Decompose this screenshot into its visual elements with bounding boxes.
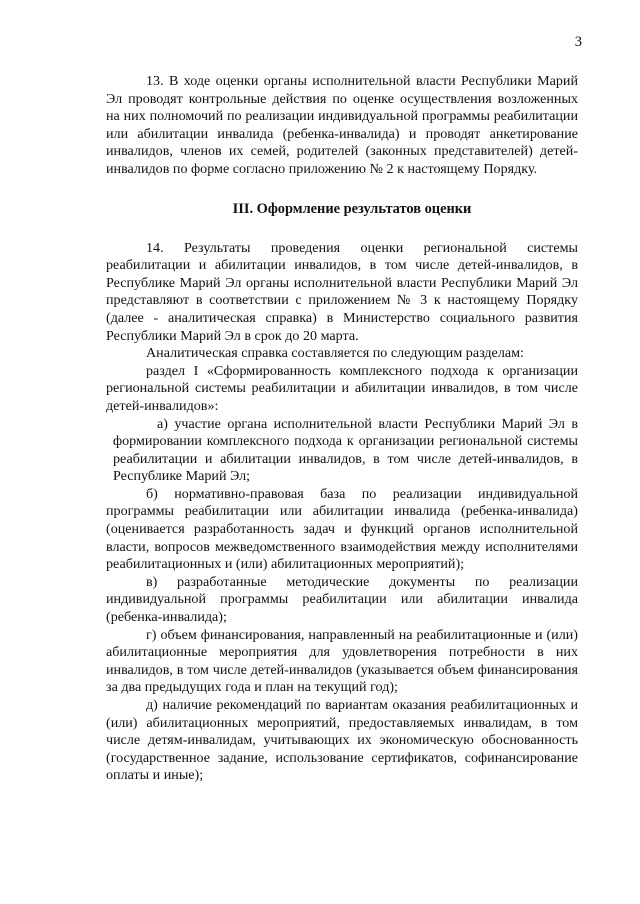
list-item-g: г) объем финансирования, направленный на реабилитационные и (или) абилитационные мероприятия для удовлетворения потребности в них инвалидов, в том числе детей-инвалидов (указывается объем финансирования за два предыдущих года и план на текущий год); <box>106 626 578 696</box>
list-item-v: в) разработанные методические документы по реализации индивидуальной программы реабилитации или абилитации инвалида (ребенка-инвалида); <box>106 573 578 626</box>
section-1-title: раздел I «Сформированность комплексного подхода к организации региональной системы реабилитации и абилитации инвалидов, в том числе детей-инвалидов»: <box>106 362 578 414</box>
paragraph-13: 13. В ходе оценки органы исполнительной власти Республики Марий Эл проводят контрольные действия по оценке осуществления возложенных на них полномочий по реализации индивидуальной программы реабилитации или абилитации инвалида (ребенка-инвалида) и проводят анкетирование инвалидов, членов их семей, родителей (законных представителей) детей-инвалидов по форме согласно приложению № 2 к настоящему Порядку. <box>106 73 578 177</box>
analytical-intro: Аналитическая справка составляется по следующим разделам: <box>146 345 524 362</box>
page-number: 3 <box>574 34 582 50</box>
list-item-b: б) нормативно-правовая база по реализации индивидуальной программы реабилитации или абилитации инвалида (ребенка-инвалида) (оценивается разработанность задач и функций органов исполнительной власти, вопросов межведомственного взаимодействия между исполнителями реабилитационных и (или) абилитационных мероприятий); <box>106 485 578 573</box>
list-item-a: а) участие органа исполнительной власти Республики Марий Эл в формировании комплексного подхода к организации региональной системы реабилитации и абилитации инвалидов, в том числе детей-инвалидов, в Республике Марий Эл; <box>113 415 578 485</box>
document-body <box>106 73 578 785</box>
paragraph-14: 14. Результаты проведения оценки региональной системы реабилитации и абилитации инвалидов, в том числе детей-инвалидов, в Республике Марий Эл органы исполнительной власти Республики Марий Эл представляют в соответствии с приложением № 3 к настоящему Порядку (далее - аналитическая справка) в Министерство социального развития Республики Марий Эл в срок до 20 марта. <box>106 239 578 344</box>
list-item-d: д) наличие рекомендаций по вариантам оказания реабилитационных и (или) абилитационных мероприятий, предоставляемых инвалидам, в том числе детям-инвалидам, учитывающих их экономическую обоснованность (государственное задание, использование сертификатов, софинансирование оплаты и иные); <box>106 697 578 784</box>
section-heading: III. Оформление результатов оценки <box>232 200 472 217</box>
